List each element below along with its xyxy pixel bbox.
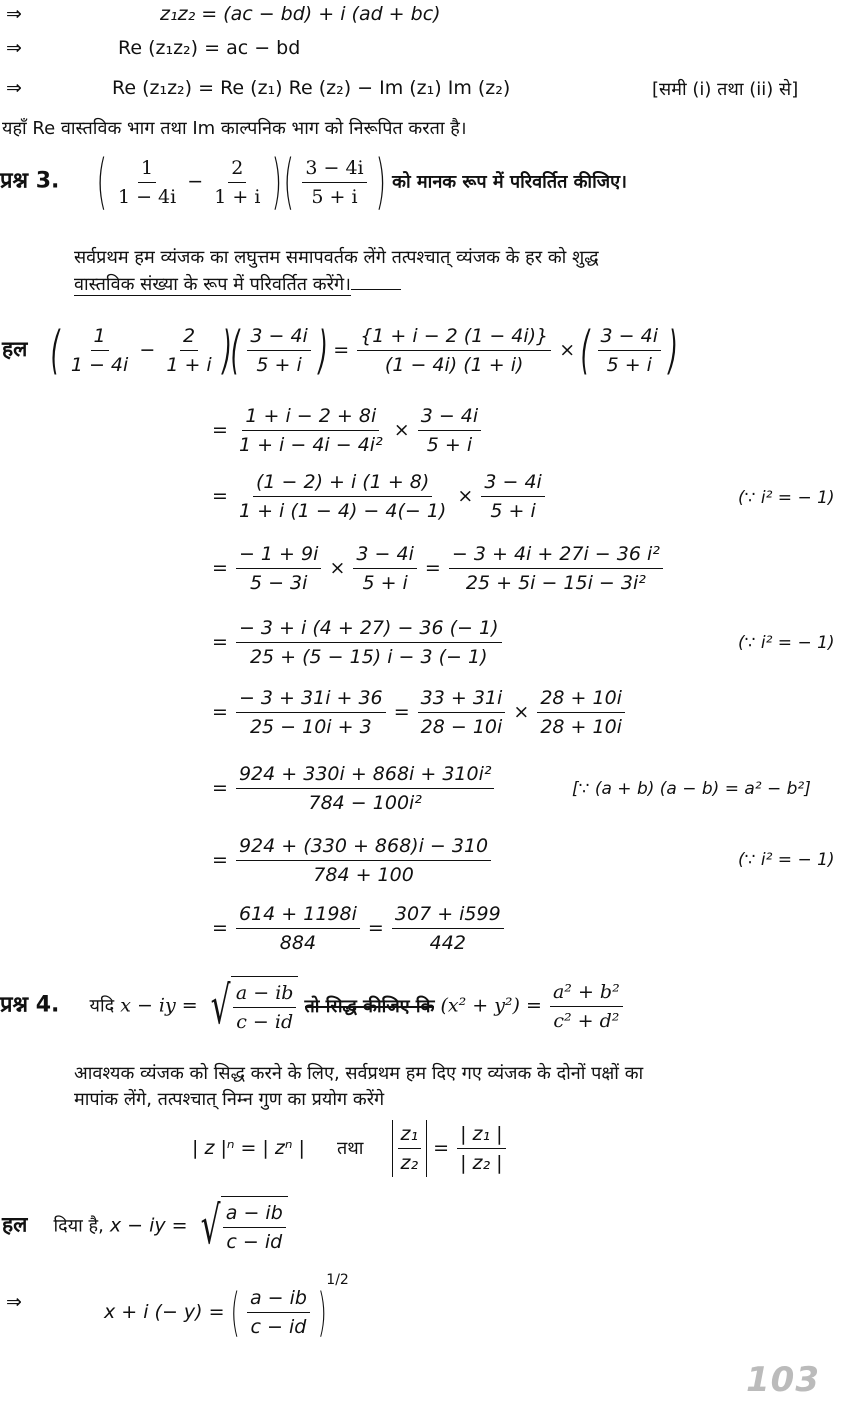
q3-sol-step5: = $\frac{- 3 + i (4 + 27) - 36 (- 1)}{25 + (5 - 15) i - 3 (- 1)}$ (212, 614, 504, 671)
q3-sol-step7: = $\frac{\text{924 + 330i + 868i + 310i²}}{\text{784 − 100i²}}$ (212, 760, 496, 817)
remark-text: यहाँ Re वास्तविक भाग तथा Im काल्पनिक भाग को निरूपित करता है। (2, 118, 467, 139)
note-i-squared: (∵ i² = − 1) (738, 850, 835, 870)
note-i-squared: (∵ i² = − 1) (738, 633, 835, 653)
q3-frac3: $\frac{3 - 4i}{5 + i}$ (302, 154, 366, 211)
q4-step: x + i (− y) = ( $\frac{a - ib}{c - id}$ )$^{1/2}$ (104, 1272, 349, 1343)
q3-sol-step8: = $\frac{924 + (330 + 868)i - 310}{784 + 100}$ (212, 832, 493, 889)
eq-z1z2: z₁z₂ = (ac − bd) + i (ad + bc) (160, 3, 441, 25)
q3-frac2: $\frac{2}{1 + i}$ (211, 154, 263, 211)
q3-sol-label: हल (2, 337, 28, 361)
q3-hint-2: वास्तविक संख्या के रूप में परिवर्तित करेंगे। (74, 273, 401, 297)
note-identity: [∵ (a + b) (a − b) = a² − b²] (572, 779, 811, 799)
q4-given: हल दिया है, x − iy = √ $\frac{a - ib}{c - id}$ (2, 1196, 288, 1256)
paren-close: ) (271, 147, 283, 217)
q3-tail: को मानक रूप में परिवर्तित कीजिए। (392, 171, 627, 193)
arrow-1: ⇒ (6, 3, 22, 25)
page-number: 103 (746, 1360, 820, 1400)
note-i-squared: (∵ i² = − 1) (738, 488, 835, 508)
eq-re-z1z2: Re (z₁z₂) = ac − bd (118, 37, 301, 59)
arrow-4: ⇒ (6, 1291, 22, 1313)
q4-struck-text: तो सिद्ध कीजिए कि (304, 995, 435, 1017)
q3-hint-1: सर्वप्रथम हम व्यंजक का लघुत्तम समापवर्तक लेंगे तत्पश्चात् व्यंजक के हर को शुद्ध (74, 247, 599, 268)
paren-open: ( (283, 147, 294, 217)
arrow-2: ⇒ (6, 37, 22, 59)
arrow-3: ⇒ (6, 77, 22, 99)
q4-hint-1: आवश्यक व्यंजक को सिद्ध करने के लिए, सर्वप्रथम हम दिए गए व्यंजक के दोनों पक्षों का (74, 1063, 644, 1084)
q3-frac1: $\frac{1}{1 - 4i}$ (115, 154, 179, 211)
q4-statement: प्रश्न 4. यदि x − iy = √ $\frac{a - ib}{c - id}$ तो सिद्ध कीजिए कि (x² + y²) = $\frac{\text{a² + b²}}{\text{c² + d²}}$ (0, 976, 625, 1036)
eq-re-product: Re (z₁z₂) = Re (z₁) Re (z₂) − Im (z₁) Im (z₂) (112, 77, 511, 99)
q4-hint-2: मापांक लेंगे, तत्पश्चात् निम्न गुण का प्रयोग करेंगे (74, 1089, 385, 1110)
q3-sol-step4: = $\frac{- 1 + 9i}{5 - 3i}$ × $\frac{3 - 4i}{5 + i}$ = $\frac{\text{− 3 + 4i + 27i − 36 i²}}{\text{25 + 5i − 15i − 3i²}}$ (212, 540, 665, 597)
q4-sol-label: हल (2, 1212, 28, 1237)
q3-sol-step2: = $\frac{1 + i - 2 + 8i}{\text{1 + i − 4i − 4i²}}$ × $\frac{3 - 4i}{5 + i}$ (212, 402, 483, 459)
sqrt-expression: √ $\frac{a - ib}{c - id}$ (204, 976, 299, 1036)
paren-open: ( (95, 147, 107, 217)
q4-label: प्रश्न 4. (0, 992, 60, 1018)
q3-label: प्रश्न 3. (0, 168, 60, 194)
paren-close: ) (375, 147, 386, 217)
q3-sol-step1: हल ( $\frac{1}{1 - 4i}$ − $\frac{2}{1 + i}$ )( $\frac{3 - 4i}{5 + i}$ ) = $\frac{\{1 + i - 2 (1 - 4i)\}}{(1 - 4i) (1 + i)}$ × ( $\frac{3 - 4i}{5 + i}$ ) (2, 320, 678, 381)
q3-statement: प्रश्न 3. ( $\frac{1}{1 - 4i}$ − $\frac{2}{1 + i}$ )( $\frac{3 - 4i}{5 + i}$ ) को मानक रूप में परिवर्तित कीजिए। (0, 147, 627, 217)
q4-properties: | z |ⁿ = | zⁿ | तथा $\frac{\text{z₁}}{\text{z₂}}$ = $\frac{\text{| z₁ |}}{\text{| z₂ |}}$ (192, 1120, 508, 1177)
eq-ref-note: [समी (i) तथा (ii) से] (652, 79, 799, 100)
q3-sol-step9: = $\frac{614 + 1198i}{884}$ = $\frac{307 + i599}{442}$ (212, 900, 506, 957)
q3-sol-step3: = $\frac{(1 - 2) + i (1 + 8)}{1 + i (1 - 4) - 4(- 1)}$ × $\frac{3 - 4i}{5 + i}$ (212, 468, 547, 525)
q3-sol-step6: = $\frac{- 3 + 31i + 36}{25 - 10i + 3}$ = $\frac{33 + 31i}{28 - 10i}$ × $\frac{28 + 10i}{28 + 10i}$ (212, 684, 627, 741)
